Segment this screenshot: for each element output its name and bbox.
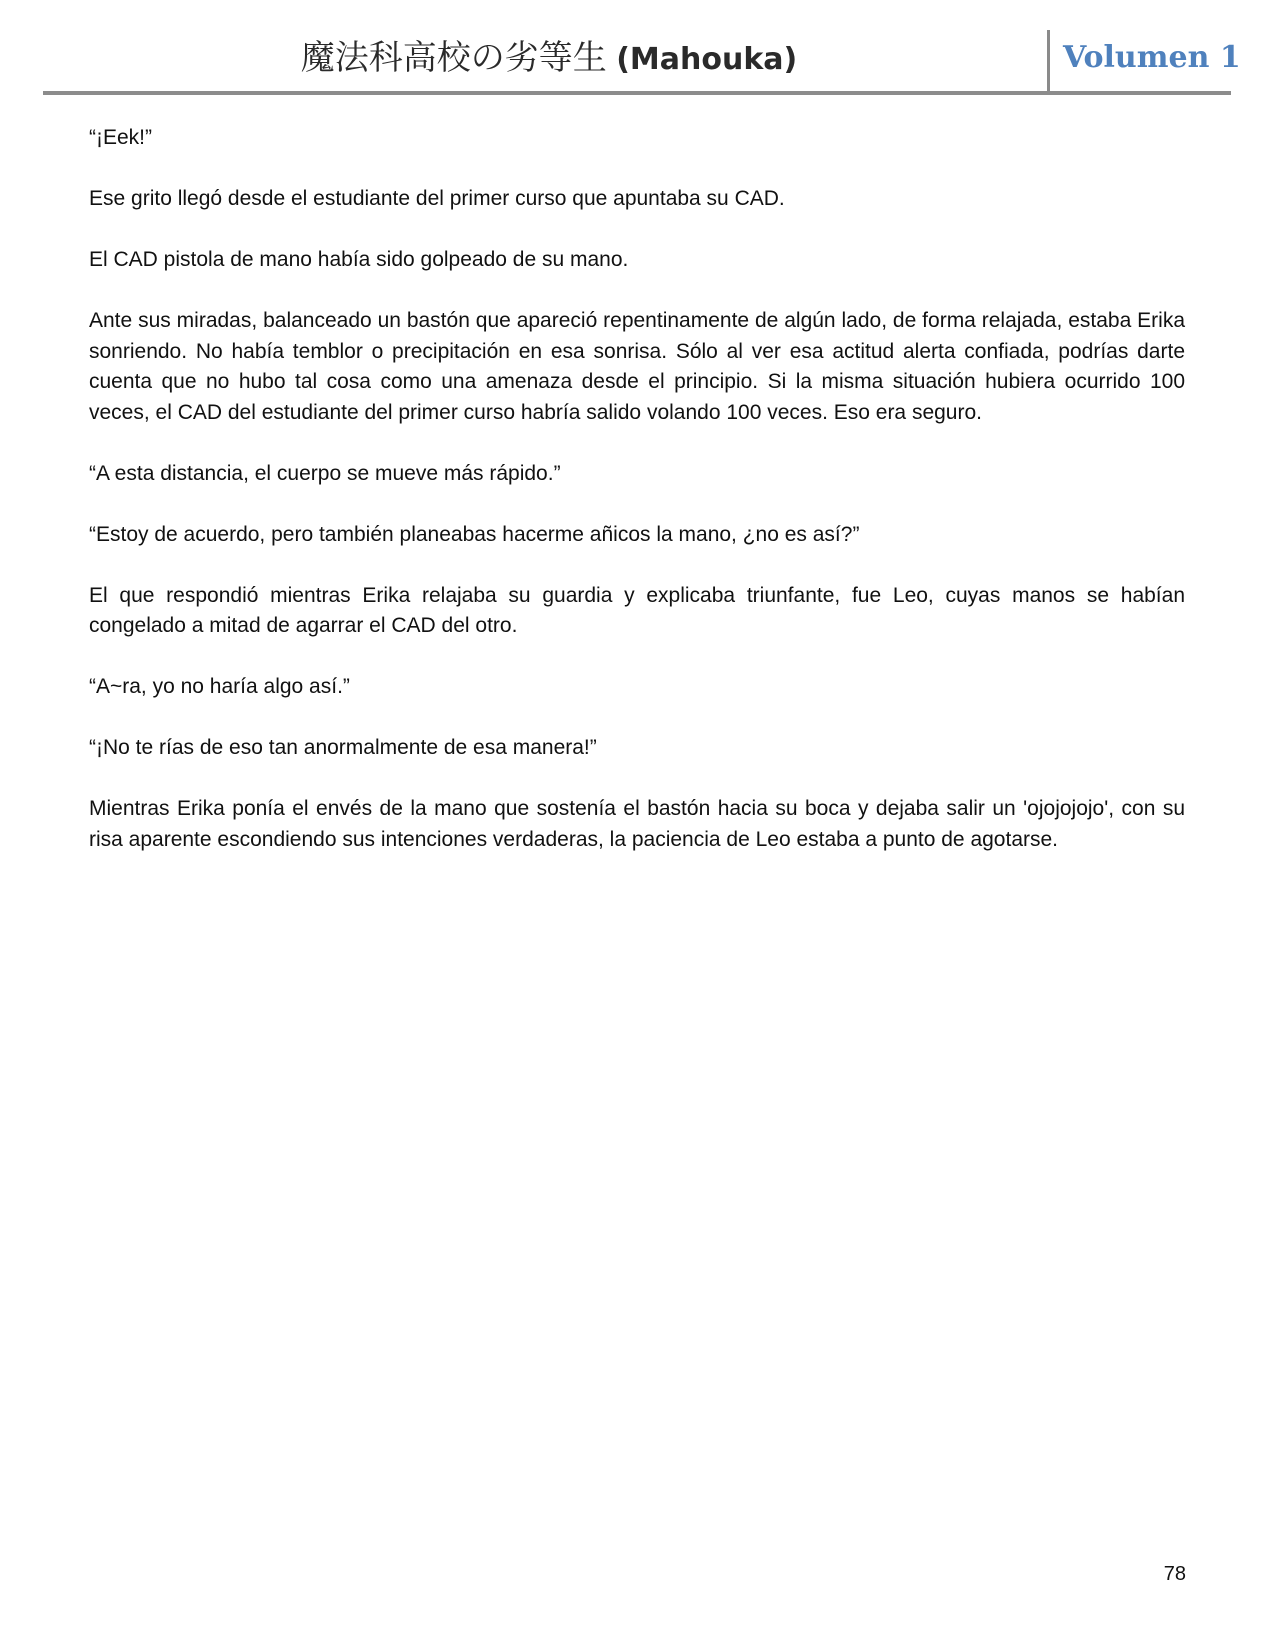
paragraph: Ese grito llegó desde el estudiante del primer curso que apuntaba su CAD.	[89, 187, 785, 210]
paragraph: Mientras Erika ponía el envés de la mano que sostenía el bastón hacia su boca y dejaba salir un 'ojojojojo', con su risa aparente escondiendo sus intenciones verdaderas, la paciencia de Leo estaba a punto de agotarse.	[89, 797, 1185, 851]
page-number: 78	[1163, 1563, 1186, 1585]
paragraph: Ante sus miradas, balanceado un bastón que apareció repentinamente de algún lado, de forma relajada, estaba Erika sonriendo. No había temblor o precipitación en esa sonrisa. Sólo al ver esa actitud alerta confiada, podrías darte cuenta que no hubo tal cosa como una amenaza desde el principio. Si la misma situación hubiera ocurrido 100 veces, el CAD del estudiante del primer curso habría salido volando 100 veces. Eso era seguro.	[89, 309, 1185, 424]
volume-label: Volumen 1	[1063, 40, 1241, 75]
paragraph: El que respondió mientras Erika relajaba su guardia y explicaba triunfante, fue Leo, cuyas manos se habían congelado a mitad de agarrar el CAD del otro.	[89, 583, 1185, 637]
header-divider	[1047, 30, 1050, 92]
book-title-japanese: 魔法科高校の劣等生	[300, 39, 607, 77]
paragraph: El CAD pistola de mano había sido golpeado de su mano.	[89, 248, 629, 271]
header-rule	[43, 91, 1231, 95]
paragraph: “¡Eek!”	[89, 126, 152, 149]
page-header	[43, 28, 1241, 94]
paragraph: “A esta distancia, el cuerpo se mueve más rápido.”	[89, 461, 561, 485]
body-text	[89, 123, 1185, 886]
book-title	[43, 36, 1055, 82]
paragraph: “A~ra, yo no haría algo así.”	[89, 675, 350, 698]
book-title-latin: (Mahouka)	[616, 42, 798, 77]
paragraph: “Estoy de acuerdo, pero también planeabas hacerme añicos la mano, ¿no es así?”	[89, 522, 860, 546]
paragraph: “¡No te rías de eso tan anormalmente de esa manera!”	[89, 736, 597, 759]
